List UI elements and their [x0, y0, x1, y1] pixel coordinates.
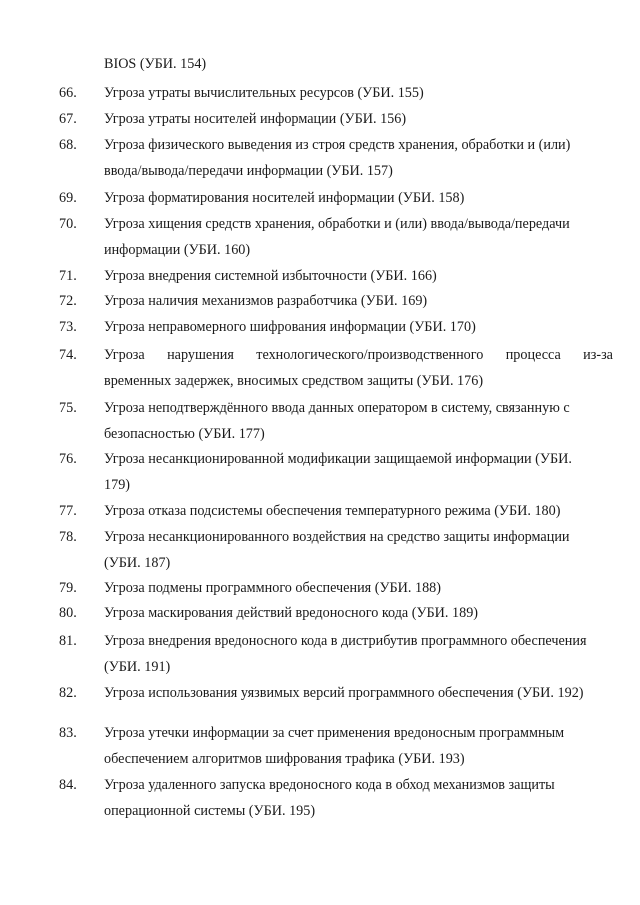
- list-item-word: Угроза: [104, 347, 145, 363]
- list-item-text-line: операционной системы (УБИ. 195): [104, 803, 316, 819]
- list-item-text-line: Угроза утечки информации за счет применения вредоносным программным: [104, 725, 565, 741]
- list-item-text-line: безопасностью (УБИ. 177): [104, 426, 265, 442]
- list-item-text-line: [104, 346, 613, 364]
- list-item-number: 83.: [59, 725, 77, 741]
- list-item-number: 70.: [59, 216, 77, 232]
- list-item-text-line: временных задержек, вносимых средством защиты (УБИ. 176): [104, 373, 484, 389]
- list-item-word: из-за: [583, 347, 613, 363]
- list-item-number: 78.: [59, 529, 77, 545]
- list-item-word: процесса: [505, 347, 561, 363]
- list-item-text-line: 179): [104, 477, 131, 493]
- list-item-number: 81.: [59, 633, 77, 649]
- list-item-number: 79.: [59, 580, 77, 596]
- list-item-number: 76.: [59, 451, 77, 467]
- list-item-number: 77.: [59, 503, 77, 519]
- list-item-text-line: Угроза использования уязвимых версий программного обеспечения (УБИ. 192): [104, 685, 584, 701]
- continuation-line: BIOS (УБИ. 154): [104, 56, 207, 72]
- list-item-text-line: Угроза несанкционированной модификации защищаемой информации (УБИ.: [104, 451, 572, 467]
- list-item-text-line: Угроза наличия механизмов разработчика (УБИ. 169): [104, 293, 428, 309]
- list-item-text-line: Угроза утраты носителей информации (УБИ. 156): [104, 111, 407, 127]
- list-item-number: 68.: [59, 137, 77, 153]
- list-item-number: 71.: [59, 268, 77, 284]
- list-item-word: нарушения: [167, 347, 234, 363]
- list-item-number: 75.: [59, 400, 77, 416]
- list-item-number: 69.: [59, 190, 77, 206]
- list-item-text-line: Угроза отказа подсистемы обеспечения температурного режима (УБИ. 180): [104, 503, 561, 519]
- list-item-text-line: (УБИ. 187): [104, 555, 171, 571]
- list-item-text-line: обеспечением алгоритмов шифрования трафика (УБИ. 193): [104, 751, 465, 767]
- list-item-text-line: Угроза внедрения вредоносного кода в дистрибутив программного обеспечения: [104, 633, 587, 649]
- list-item-text-line: Угроза подмены программного обеспечения (УБИ. 188): [104, 580, 441, 596]
- list-item-text-line: Угроза форматирования носителей информации (УБИ. 158): [104, 190, 465, 206]
- list-item-text-line: Угроза физического выведения из строя средств хранения, обработки и (или): [104, 137, 571, 153]
- list-item-number: 73.: [59, 319, 77, 335]
- list-item-text-line: ввода/вывода/передачи информации (УБИ. 157): [104, 163, 393, 179]
- list-item-text-line: Угроза неправомерного шифрования информации (УБИ. 170): [104, 319, 476, 335]
- list-item-text-line: Угроза утраты вычислительных ресурсов (УБИ. 155): [104, 85, 424, 101]
- list-item-number: 74.: [59, 347, 77, 363]
- list-item-text-line: Угроза внедрения системной избыточности (УБИ. 166): [104, 268, 437, 284]
- list-item-number: 67.: [59, 111, 77, 127]
- list-item-text-line: информации (УБИ. 160): [104, 242, 251, 258]
- list-item-text-line: Угроза хищения средств хранения, обработки и (или) ввода/вывода/передачи: [104, 216, 570, 232]
- list-item-number: 72.: [59, 293, 77, 309]
- list-item-number: 80.: [59, 605, 77, 621]
- list-item-word: технологического/производственного: [256, 347, 484, 363]
- list-item-text-line: (УБИ. 191): [104, 659, 171, 675]
- list-item-text-line: Угроза неподтверждённого ввода данных оператором в систему, связанную с: [104, 400, 570, 416]
- list-item-number: 66.: [59, 85, 77, 101]
- list-item-number: 82.: [59, 685, 77, 701]
- list-item-number: 84.: [59, 777, 77, 793]
- list-item-text-line: Угроза удаленного запуска вредоносного кода в обход механизмов защиты: [104, 777, 555, 793]
- list-item-text-line: Угроза маскирования действий вредоносного кода (УБИ. 189): [104, 605, 479, 621]
- list-item-text-line: Угроза несанкционированного воздействия на средство защиты информации: [104, 529, 570, 545]
